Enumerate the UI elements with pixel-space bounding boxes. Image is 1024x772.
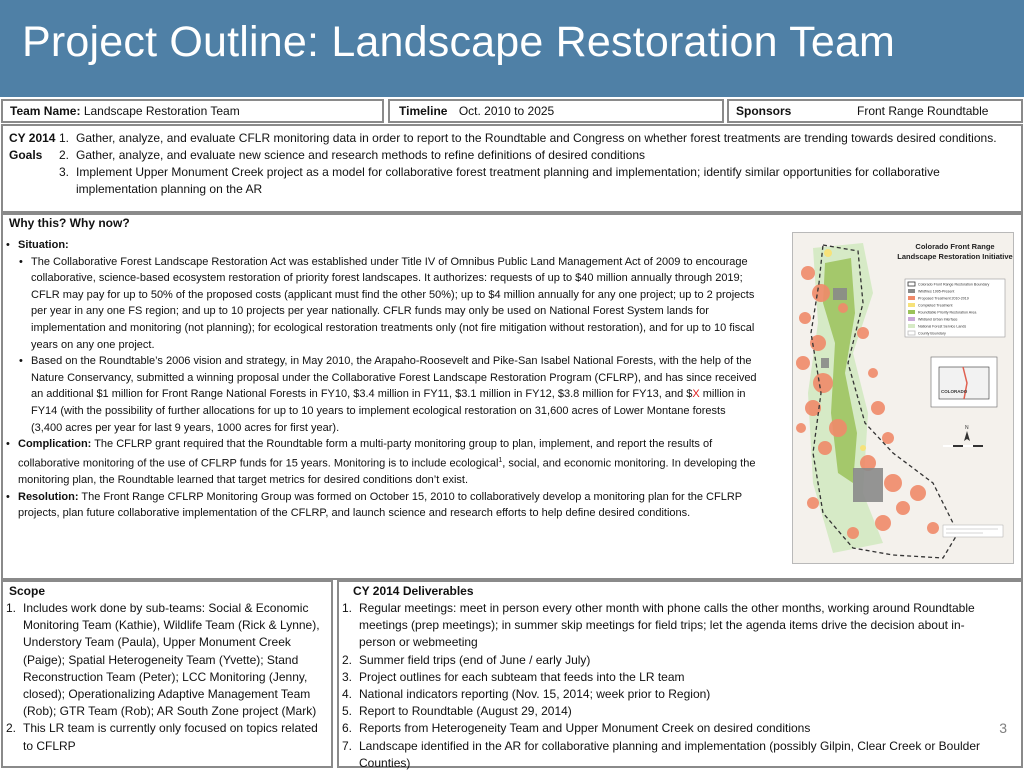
deliverable-item: 5. Report to Roundtable (August 29, 2014) xyxy=(342,704,572,719)
legend-item: Wildfires 1995-Present xyxy=(918,289,955,294)
page-number: 3 xyxy=(999,720,1007,736)
why-content xyxy=(5,237,757,522)
sponsors-value: Front Range Roundtable xyxy=(857,104,989,118)
timeline-value: Oct. 2010 to 2025 xyxy=(458,104,555,118)
legend-item: Roundtable Priority Restoration Area xyxy=(918,310,977,315)
legend-item: County Boundary xyxy=(918,331,946,336)
goal-item: 3. Implement Upper Monument Creek project as a model for collaborative forest treatment planning and implementation; identify similar opportunities for collaborative implementation planning on the AR xyxy=(59,165,940,196)
legend-item: Wildland Urban Interface xyxy=(918,317,958,322)
resolution-label: Resolution: xyxy=(18,490,79,503)
deliverables-list xyxy=(342,600,991,772)
deliverables-title: CY 2014 Deliverables xyxy=(353,584,474,598)
situation-label: Situation: xyxy=(18,239,69,251)
goal-item: 1. Gather, analyze, and evaluate CFLR monitoring data in order to report to the Roundtable and Congress on whether forest treatments are trending towards desired conditions. xyxy=(59,131,997,145)
complication-bullet: • Complication: The CFLRP grant required that the Roundtable form a multi-party monitoring group to plan, implement, and report the results of collaborative monitoring of the use of CFLRP funds for 15 years. Monitoring is to include ecological$^1$, social, and economic monitoring. In developing the monitoring plan, the Roundtable learned that target metrics for desired conditions don’t exist. xyxy=(5,436,757,488)
funding-placeholder: X xyxy=(692,388,700,401)
timeline-label: Timeline xyxy=(399,104,448,118)
map-legend xyxy=(905,279,1005,337)
legend-item: Colorado Front Range Restoration Boundary xyxy=(918,282,990,287)
goals-list xyxy=(59,130,1015,198)
resolution-bullet: • Resolution: The Front Range CFLRP Monitoring Group was formed on October 15, 2010 to collaboratively develop a monitoring plan for the CFLRP projects, plan future collaborative implementation of the CFLRP, and launch science and research efforts to help define desired conditions. xyxy=(5,489,757,522)
why-title: Why this? Why now? xyxy=(9,216,130,230)
map-title-line1: Colorado Front Range xyxy=(915,242,995,251)
sponsors-label: Sponsors xyxy=(736,104,792,118)
legend-item: Proposed Treatment 2010-2019 xyxy=(918,296,969,301)
deliverable-item: 1. Regular meetings: meet in person every other month with phone calls the other months, working around Roundtable meetings (prep meetings); in summer skip meetings for field trips; let the agenda items drive the decision about in-person or webmeeting xyxy=(342,601,975,650)
sponsors-cell xyxy=(727,99,1023,123)
scope-item: 2. This LR team is currently only focused on topics related to CFLRP xyxy=(6,721,318,753)
situation-bullet xyxy=(5,237,757,254)
legend-item: Completed Treatment xyxy=(918,303,953,308)
map-graphic xyxy=(793,233,1013,563)
restoration-map xyxy=(792,232,1014,564)
situation-item: • The Collaborative Forest Landscape Restoration Act was established under Title IV of Omnibus Public Land Management Act of 2009 to encourage collaborative, science-based ecosystem restoration of priority forest landscapes. It authorizes: requests of up to $40 million annually through 2019; CFLR may pay for up to 50% of the proposed costs (applicant must find the other 50%); up to $4 million annually for any one project; up to 2 projects per year in any one FS region; and up to 10 projects per year nationally. CFLR funds may only be used on National Forest System lands for implementation and monitoring (not planning); for ecological restoration treatments only (not fire mitigation without restoration), and for up to 10 fiscal years on any one project. xyxy=(5,254,757,354)
scope-item: 1. Includes work done by sub-teams: Social & Economic Monitoring Team (Kathie), Wildlife Team (Rick & Lynne), Understory Team (Paula), Upper Monument Creek (Paige); Spatial Heterogeneity Team (Yvette); Stand Reconstruction Team (Peter); LCC Monitoring (Jenny, closed); Operationalizing Adaptive Management Team (Rob); GTR Team (Rob); AR South Zone project (Mark) xyxy=(6,601,320,719)
inset-label: COLORADO xyxy=(941,389,968,394)
team-name-value: Landscape Restoration Team xyxy=(83,104,240,118)
goals-label: CY 2014 Goals xyxy=(9,131,56,162)
situation-item: • Based on the Roundtable’s 2006 vision and strategy, in May 2010, the Arapaho-Roosevelt and Pike-San Isabel National Forests, with the help of the Nature Conservancy, submitted a winning proposal under the Collaborative Forest Landscape Restoration Program (CFLRP), and has since received an additional $1 million for Front Range National Forests in FY10, $3.4 million in FY11, $3.1 million in FY12, $3.8 million for FY13, and $X million in FY14 (with the possibility of further allocations for up to 10 years to implement ecological restoration on 31,600 acres of Lower Montane forests (3,400 acres per year for last 9 years, 1000 acres for first year). xyxy=(5,353,757,436)
scope-title: Scope xyxy=(9,584,46,598)
deliverable-item: 7. Landscape identified in the AR for collaborative planning and implementation (possibly Gilpin, Clear Creek or Boulder Counties) xyxy=(342,738,981,770)
slide-title: Project Outline: Landscape Restoration Team xyxy=(22,18,896,66)
deliverables-section xyxy=(337,580,1023,768)
scope-list xyxy=(6,600,325,755)
complication-label: Complication: xyxy=(18,438,92,451)
title-bar xyxy=(0,0,1024,97)
deliverable-item: 3. Project outlines for each subteam that feeds into the LR team xyxy=(342,669,685,684)
team-name-label: Team Name: xyxy=(10,104,81,118)
footnote-marker: 1 xyxy=(498,456,503,464)
timeline-cell xyxy=(388,99,724,123)
colorado-inset xyxy=(931,357,997,407)
deliverable-item: 2. Summer field trips (end of June / early July) xyxy=(342,652,591,667)
goals-section xyxy=(1,124,1023,213)
scope-section xyxy=(1,580,333,768)
deliverable-item: 4. National indicators reporting (Nov. 15, 2014; week prior to Region) xyxy=(342,687,711,702)
svg-text:N: N xyxy=(965,425,969,431)
team-name-cell xyxy=(1,99,384,123)
deliverable-item: 6. Reports from Heterogeneity Team and Upper Monument Creek on desired conditions xyxy=(342,721,811,736)
map-title-line2: Landscape Restoration Initiative xyxy=(897,252,1013,261)
legend-item: National Forest Service Lands xyxy=(918,324,967,329)
goal-item: 2. Gather, analyze, and evaluate new science and research methods to refine definitions of desired conditions xyxy=(59,148,646,162)
